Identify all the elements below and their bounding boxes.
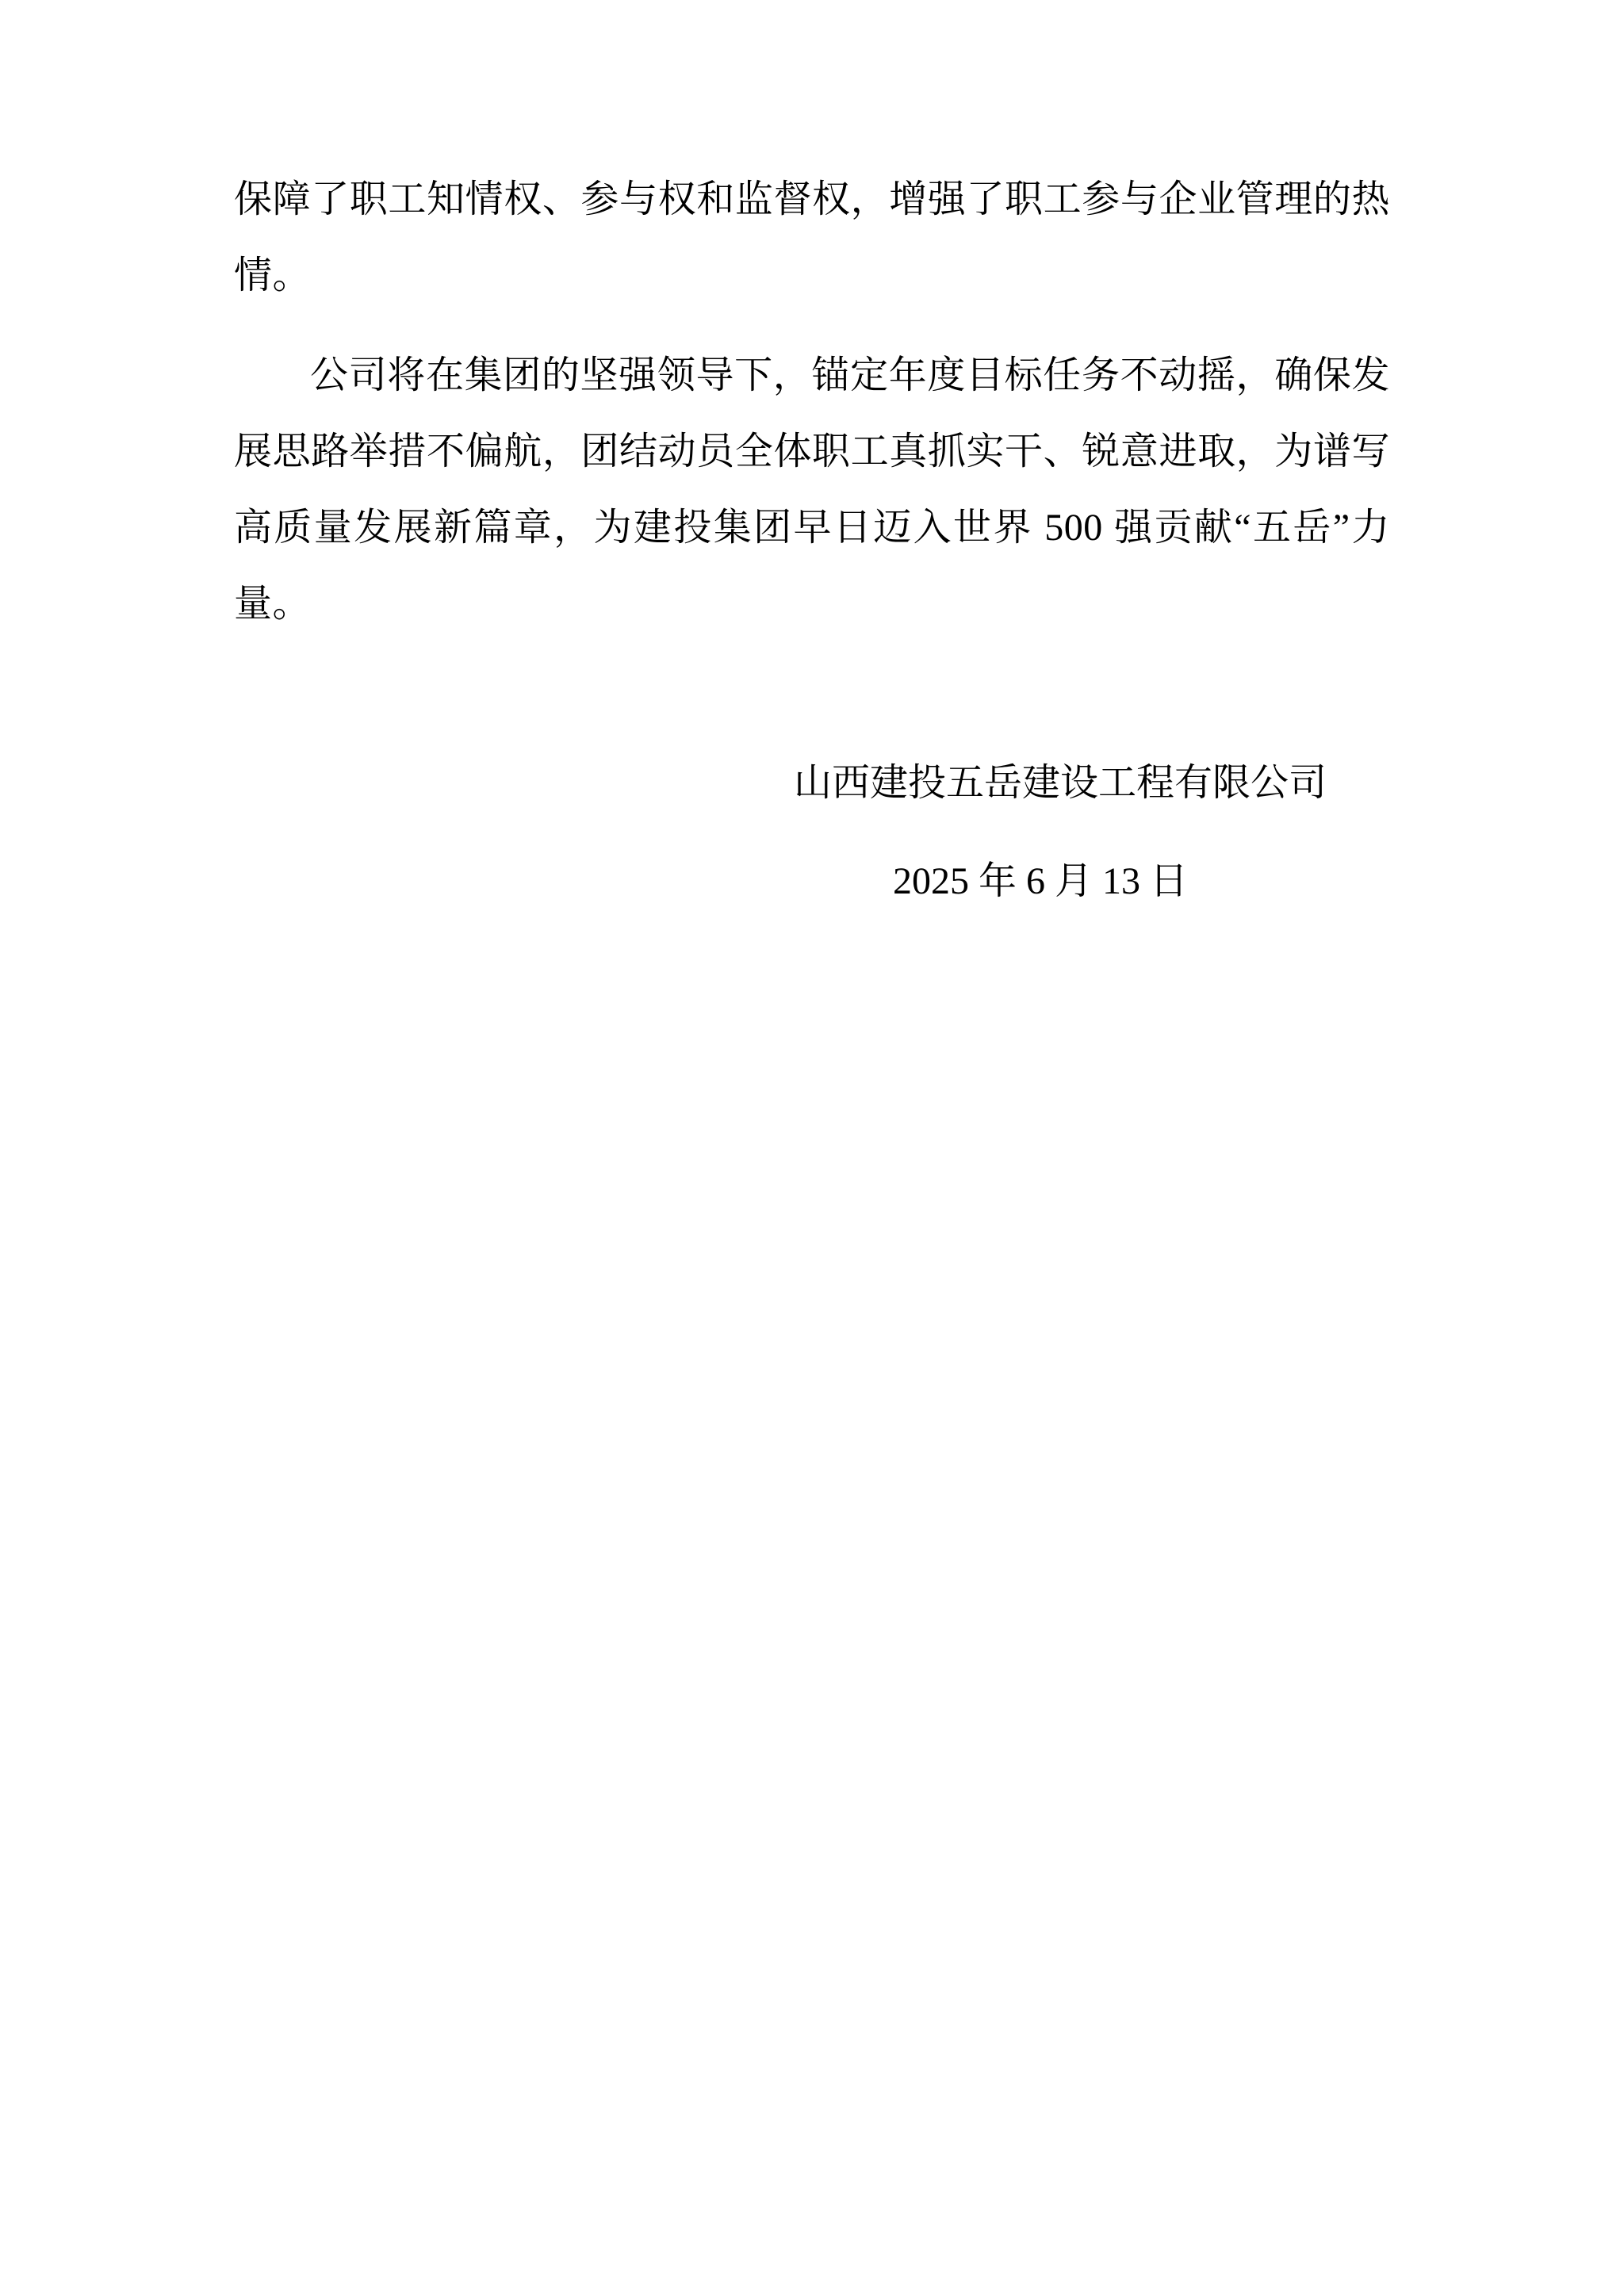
body-paragraph-closing: 公司将在集团的坚强领导下，锚定年度目标任务不动摇，确保发展思路举措不偏航，团结动员全体职工真抓实干、锐意进取，为谱写高质量发展新篇章，为建投集团早日迈入世界 500 强贡献“五岳”力量。 (234, 354, 1390, 625)
signature-company-name: 山西建投五岳建设工程有限公司 (793, 762, 1327, 804)
signature-date: 2025 年 6 月 13 日 (892, 860, 1188, 902)
body-paragraph-continuation: 保障了职工知情权、参与权和监督权，增强了职工参与企业管理的热情。 (234, 178, 1390, 297)
